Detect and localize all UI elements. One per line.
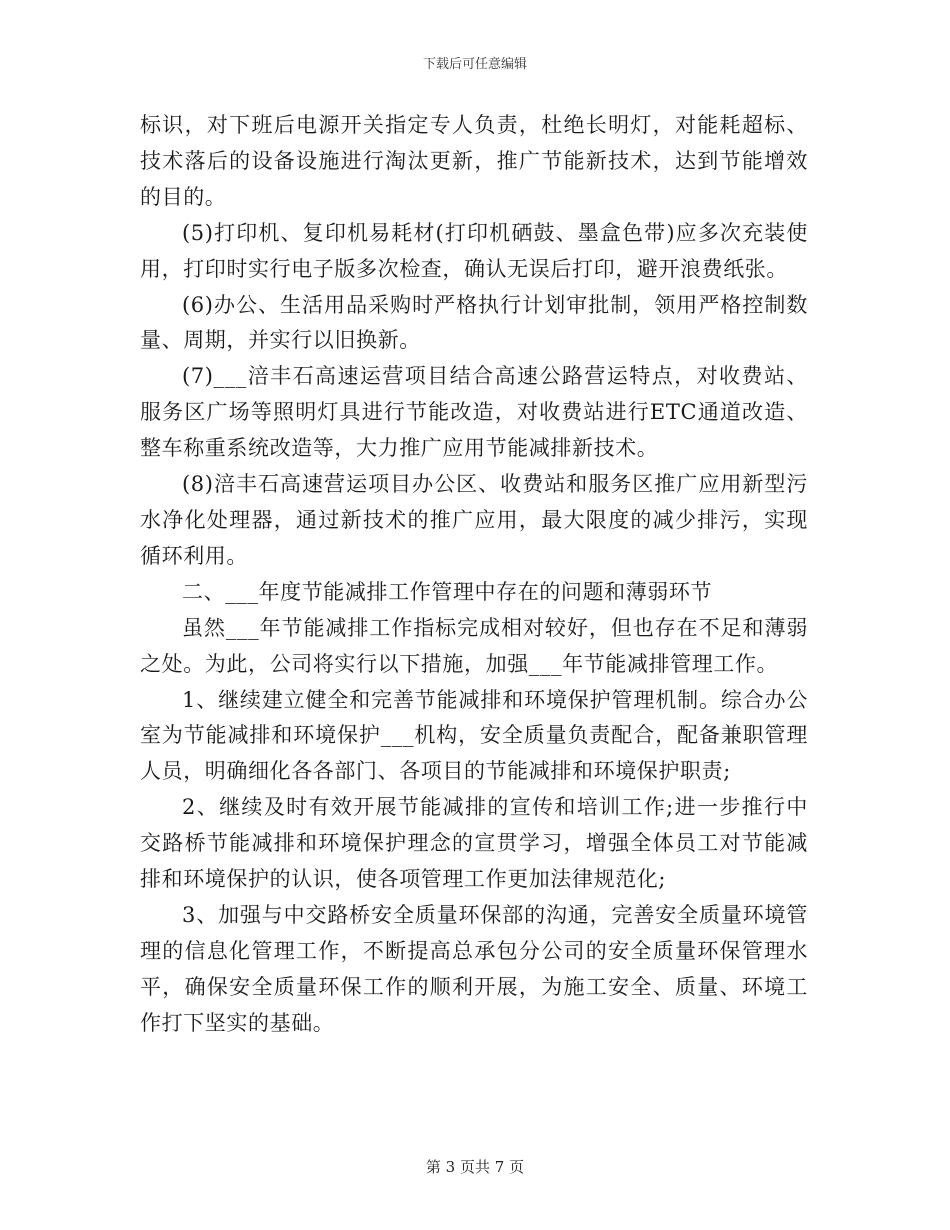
paragraph: 虽然___年节能减排工作指标完成相对较好，但也存在不足和薄弱之处。为此，公司将实行以下措施，加强___年节能减排管理工作。 <box>140 615 808 676</box>
paragraph: (6)办公、生活用品采购时严格执行计划审批制，领用严格控制数量、周期，并实行以旧换新。 <box>140 292 808 353</box>
paragraph: 3、加强与中交路桥安全质量环保部的沟通，完善安全质量环境管理的信息化管理工作，不断提高总承包分公司的安全质量环保管理水平，确保安全质量环保工作的顺利开展，为施工安全、质量、环境工作打下坚实的基础。 <box>140 902 808 1035</box>
paragraph: 1、继续建立健全和完善节能减排和环境保护管理机制。综合办公室为节能减排和环境保护___机构，安全质量负责配合，配备兼职管理人员，明确细化各各部门、各项目的节能减排和环境保护职责; <box>140 687 808 784</box>
paragraph: 2、继续及时有效开展节能减排的宣传和培训工作;进一步推行中交路桥节能减排和环境保护理念的宣贯学习，增强全体员工对节能减排和环境保护的认识，使各项管理工作更加法律规范化; <box>140 795 808 892</box>
paragraph: (7)___涪丰石高速运营项目结合高速公路营运特点，对收费站、服务区广场等照明灯具进行节能改造，对收费站进行ETC通道改造、整车称重系统改造等，大力推广应用节能减排新技术。 <box>140 364 808 461</box>
paragraph: (5)打印机、复印机易耗材(打印机硒鼓、墨盒色带)应多次充装使用，打印时实行电子版多次检查，确认无误后打印，避开浪费纸张。 <box>140 220 808 281</box>
paragraph: 标识，对下班后电源开关指定专人负责，杜绝长明灯，对能耗超标、技术落后的设备设施进行淘汰更新，推广节能新技术，达到节能增效的目的。 <box>140 113 808 209</box>
paragraph: (8)涪丰石高速营运项目办公区、收费站和服务区推广应用新型污水净化处理器，通过新技术的推广应用，最大限度的减少排污，实现循环利用。 <box>140 472 808 568</box>
page-number: 第 3 页共 7 页 <box>425 1158 525 1176</box>
document-body <box>140 108 808 1042</box>
page-header: 下载后可任意编辑 <box>422 57 527 72</box>
section-heading: 二、___年度节能减排工作管理中存在的问题和薄弱环节 <box>182 579 713 604</box>
